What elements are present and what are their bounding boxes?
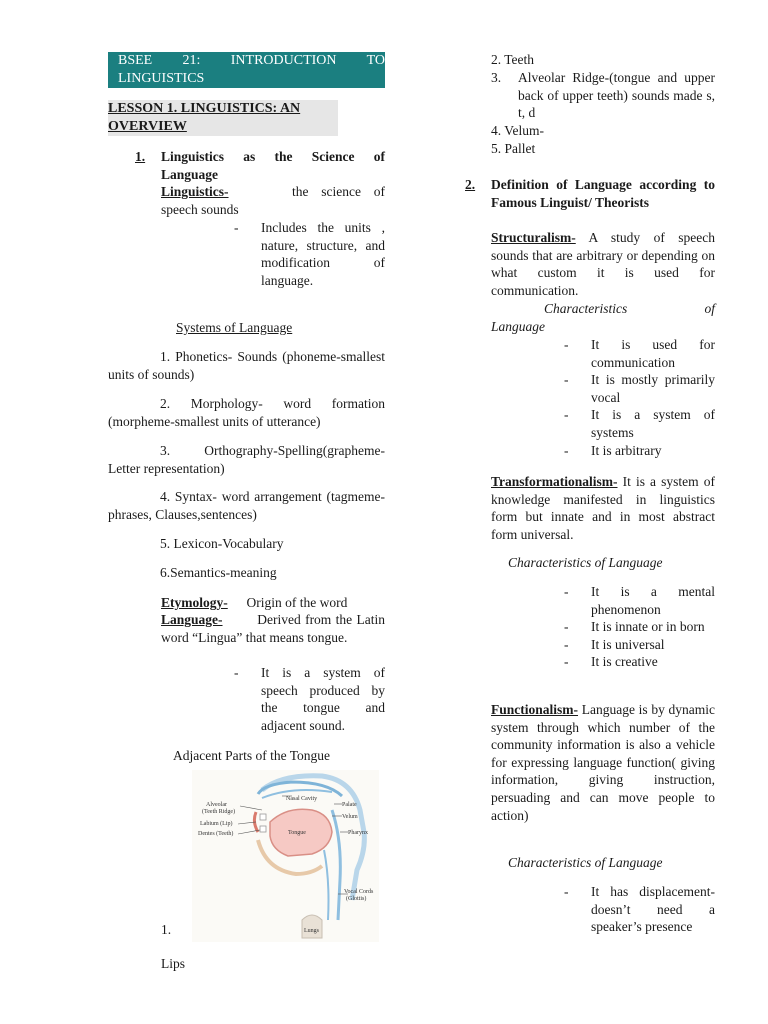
part-1-label: Lips xyxy=(161,956,186,971)
structuralism-characteristics: - It is used for communication - It is mostly primarily vocal - It is a system of systems - It is arbitrary xyxy=(564,337,715,458)
characteristic-item: It is a system of systems xyxy=(591,407,715,440)
part-4: 4. Velum- xyxy=(491,123,544,138)
part-1-number: 1. xyxy=(161,922,172,937)
section-1-heading xyxy=(135,148,385,183)
diagram-label-alveolar-1: Alveolar xyxy=(206,802,227,808)
structuralism-definition xyxy=(491,229,715,299)
linguistics-def: the science of speech sounds xyxy=(161,184,386,217)
characteristics-heading-1: Characteristics of Language xyxy=(491,301,715,334)
system-item: 6.Semantics-meaning xyxy=(160,565,277,580)
system-item: 5. Lexicon-Vocabulary xyxy=(160,536,284,551)
language-def: Derived from the Latin word “Lingua” that means tongue. xyxy=(161,612,385,645)
characteristic-item: It is creative xyxy=(591,654,658,670)
system-item: 4. Syntax- word arrangement (tagmeme- phrases, Clauses,sentences) xyxy=(108,489,385,522)
part-3-text: Alveolar Ridge-(tongue and upper back of upper teeth) sounds made s, t, d xyxy=(518,70,715,121)
section-1-title-line-1: Linguistics as the Science of xyxy=(161,149,385,164)
system-item: 1. Phonetics- Sounds (phoneme-smallest units of sounds) xyxy=(108,349,385,382)
language-bullet: - It is a system of speech produced by the tongue and adjacent sound. xyxy=(234,665,385,733)
diagram-label-dentes: Dentes (Teeth) xyxy=(198,831,234,837)
characteristic-item: It is used for communication xyxy=(591,337,715,370)
characteristics-heading-2: Characteristics of Language xyxy=(508,555,663,570)
etymology-line xyxy=(161,594,385,612)
diagram-label-nasal: Nasal Cavity xyxy=(286,796,318,802)
linguistics-bullet-text: Includes the units , nature, structure, and modification of language. xyxy=(261,220,385,288)
characteristic-item: It has displacement- doesn’t need a speaker’s presence xyxy=(591,884,715,935)
language-term: Language- xyxy=(161,612,223,627)
characteristics-heading-3: Characteristics of Language xyxy=(508,855,663,870)
linguistics-term: Linguistics- xyxy=(161,184,229,199)
diagram-label-alveolar-2: (Teeth Ridge) xyxy=(202,809,236,815)
system-item: 2. Morphology- word formation (morpheme-smallest units of utterance) xyxy=(108,396,385,429)
characteristic-item: It is mostly primarily vocal xyxy=(591,372,715,405)
systems-heading: Systems of Language xyxy=(176,320,293,335)
lesson-title xyxy=(108,100,338,136)
diagram-label-pharynx: Pharynx xyxy=(348,830,368,836)
course-title: BSEE 21: INTRODUCTION TO LINGUISTICS xyxy=(118,53,385,86)
diagram-label-tongue: Tongue xyxy=(288,830,306,836)
diagram-label-palate: Palate xyxy=(342,802,357,808)
lesson-title-line-1: LESSON 1. LINGUISTICS: AN xyxy=(108,101,301,116)
section-2-title: Definition of Language according to Famous Linguist/ Theorists xyxy=(491,177,715,210)
section-1-title-line-2: Language xyxy=(161,166,219,182)
vocal-tract-diagram xyxy=(192,770,379,942)
tongue-parts-heading: Adjacent Parts of the Tongue xyxy=(173,748,331,763)
section-2-number: 2. xyxy=(465,177,476,192)
functionalism-def: Language is by dynamic system through which number of the community information is also a vehicle for expressing language function( giving information, giving instruction, persuading and can move people to action) xyxy=(491,702,716,823)
section-2-heading xyxy=(465,176,715,211)
section-1-number: 1. xyxy=(135,149,146,164)
course-title-banner xyxy=(108,52,385,88)
functionalism-definition xyxy=(491,701,715,824)
language-bullet-text: It is a system of speech produced by the tongue and adjacent sound. xyxy=(261,665,385,733)
system-item: 3. Orthography-Spelling(grapheme-Letter representation) xyxy=(108,443,385,476)
diagram-label-vocal-1: Vocal Cords xyxy=(344,889,374,895)
part-3-number: 3. xyxy=(491,70,502,85)
diagram-label-vocal-2: (Glottis) xyxy=(346,896,367,902)
transformationalism-characteristics: - It is a mental phenomenon - It is innate or in born - It is universal - It is creative xyxy=(564,584,715,670)
transformationalism-definition xyxy=(491,473,715,543)
functionalism-characteristics: - It has displacement- doesn’t need a speaker’s presence xyxy=(564,884,715,935)
characteristic-item: It is arbitrary xyxy=(591,442,662,458)
etymology-def: Origin of the word xyxy=(246,595,348,610)
part-2: 2. Teeth xyxy=(491,52,535,67)
language-definition xyxy=(161,611,385,646)
part-5: 5. Pallet xyxy=(491,141,536,156)
diagram-label-labium: Labium (Lip) xyxy=(200,821,233,827)
transformationalism-term: Transformationalism- xyxy=(491,474,618,489)
characteristic-item: It is universal xyxy=(591,636,665,652)
characteristic-item: It is innate or in born xyxy=(591,619,705,635)
part-3 xyxy=(491,69,715,122)
linguistics-bullet: - Includes the units , nature, structure, and modification of language. xyxy=(234,220,385,288)
diagram-label-velum: Velum xyxy=(342,814,358,820)
etymology-term: Etymology- xyxy=(161,595,228,610)
lesson-title-line-2: OVERVIEW xyxy=(108,119,187,134)
structuralism-term: Structuralism- xyxy=(491,230,576,245)
linguistics-definition xyxy=(161,183,385,218)
diagram-label-lungs: Lungs xyxy=(304,928,319,934)
transformationalism-def: It is a system of knowledge manifested in linguistics form but innate and in most abstract form universal. xyxy=(491,474,715,542)
structuralism-def: A study of speech sounds that are arbitrary or depending on what custom it is used for communication. xyxy=(491,230,715,298)
functionalism-term: Functionalism- xyxy=(491,702,579,717)
characteristic-item: It is a mental phenomenon xyxy=(591,584,715,617)
